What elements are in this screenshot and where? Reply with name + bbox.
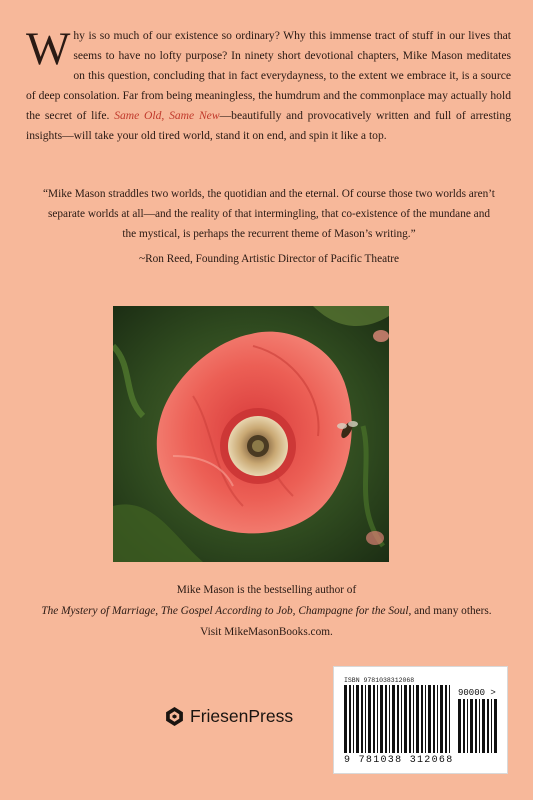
barcode-digits: 9 781038 312068: [344, 755, 454, 766]
isbn-barcode: [333, 666, 508, 774]
author-website: Visit MikeMasonBooks.com.: [200, 626, 333, 638]
back-cover-blurb: [26, 23, 511, 146]
author-bio: [20, 580, 513, 643]
poppy-illustration: [113, 306, 389, 562]
isbn-label: ISBN 9781038312068: [344, 677, 415, 684]
endorsement-attribution: ~Ron Reed, Founding Artistic Director of Pacific Theatre: [138, 253, 400, 265]
blurb-text-closing: —beautifully and provocatively written and full of arresting insights—will take your old tired world, stand it on end, and spin it like a top.: [26, 109, 511, 142]
barcode-bars: [344, 685, 499, 755]
price-code: 90000 >: [458, 688, 496, 698]
drop-cap-letter: W: [26, 23, 71, 75]
author-bio-intro: Mike Mason is the bestselling author of: [176, 584, 357, 596]
author-works-suffix: and many others.: [411, 605, 492, 617]
author-bio-works: [20, 601, 513, 622]
blurb-text-intro: hy is so much of our existence so ordinary? Why this immense tract of stuff in our lives that seems to have no lofty purpose? In ninety short devotional chapters, Mike Mason meditates on this question, concluding that in fact everydayness, to the extent we embrace it, is a source of deep consolation. Far from being meaningless, the humdrum and the commonplace may actually hold the secret of life.: [26, 29, 511, 122]
publisher-name: FriesenPress: [190, 706, 294, 726]
friesenpress-logo-icon: [164, 706, 185, 727]
publisher-logo: [164, 706, 293, 727]
book-title-inline: Same Old, Same New: [114, 109, 220, 122]
poppy-photo: [113, 306, 389, 562]
author-works-titles: The Mystery of Marriage, The Gospel According to Job, Champagne for the Soul,: [41, 605, 412, 617]
endorsement-quote: “Mike Mason straddles two worlds, the quotidian and the eternal. Of course those two worlds aren’t separate worlds at all—and the reality of that intermingling, that co-existence of the mundane and the mystical, is perhaps the recurrent theme of Mason’s writing.”: [43, 188, 495, 240]
